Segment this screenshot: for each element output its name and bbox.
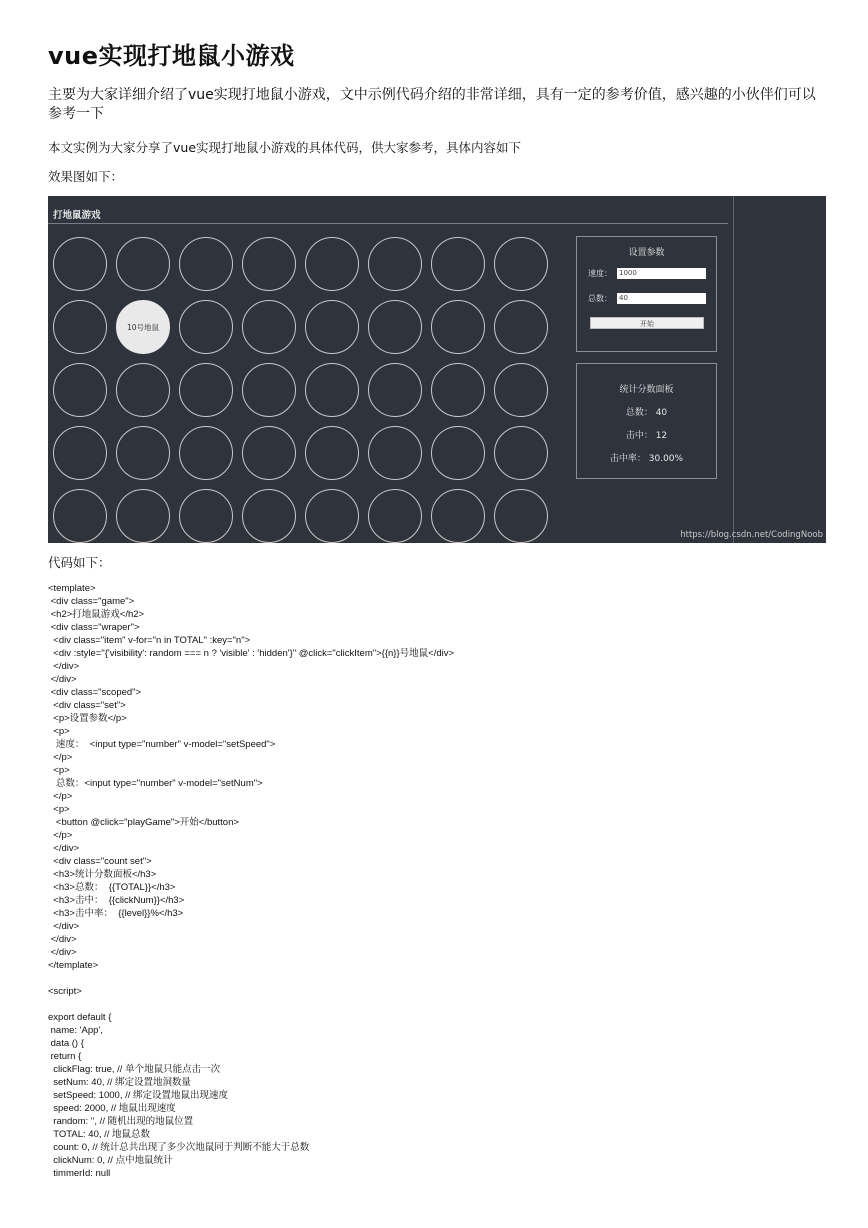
mole-hole[interactable] (116, 489, 170, 543)
mole-hole[interactable] (431, 426, 485, 480)
article-title: vue实现打地鼠小游戏 (48, 42, 295, 70)
code-line: </p> (48, 830, 73, 841)
mole-hole[interactable] (431, 300, 485, 354)
code-line: </div> (48, 674, 77, 685)
code-line: timmerId: null (48, 1168, 111, 1179)
settings-title: 设置参数 (628, 248, 665, 258)
mole-hole[interactable] (368, 426, 422, 480)
mole-hole[interactable] (305, 363, 359, 417)
score-panel (576, 363, 717, 479)
mole-hole[interactable] (53, 300, 107, 354)
settings-panel (576, 236, 717, 352)
mole-hole[interactable] (179, 489, 233, 543)
code-line: </p> (48, 791, 73, 802)
mole-hole[interactable] (116, 426, 170, 480)
active-mole[interactable]: 10号地鼠 (116, 300, 170, 354)
code-line: <div class="count set"> (48, 856, 152, 867)
speed-input[interactable]: 1000 (617, 268, 706, 279)
code-line: </div> (48, 661, 80, 672)
mole-hole[interactable] (116, 237, 170, 291)
num-row (588, 293, 616, 304)
code-line: </div> (48, 934, 77, 945)
mole-hole[interactable] (53, 489, 107, 543)
code-line: data () { (48, 1038, 84, 1049)
code-line: <div class="item" v-for="n in TOTAL" :key="n"> (48, 635, 251, 646)
total-count: 总数： 40 (625, 408, 668, 418)
game-title: 打地鼠游戏 (53, 210, 101, 221)
code-line: export default { (48, 1012, 112, 1023)
code-line: name: 'App', (48, 1025, 103, 1036)
vertical-divider (733, 196, 734, 543)
mole-hole[interactable] (53, 426, 107, 480)
code-line: random: '', // 随机出现的地鼠位置 (48, 1116, 194, 1127)
code-block (48, 582, 454, 1180)
mole-hole[interactable] (305, 237, 359, 291)
code-line: <template> (48, 583, 96, 594)
mole-hole[interactable] (494, 426, 548, 480)
mole-hole[interactable] (431, 489, 485, 543)
code-line: 速度： <input type="number" v-model="setSpeed"> (48, 739, 276, 750)
code-line: <h3>总数： {{TOTAL}}</h3> (48, 882, 176, 893)
mole-hole[interactable] (242, 300, 296, 354)
code-line: <script> (48, 986, 82, 997)
code-line: <div class="wraper"> (48, 622, 140, 633)
mole-hole[interactable] (179, 300, 233, 354)
code-line: <h3>统计分数面板</h3> (48, 869, 157, 880)
score-panel-title: 统计分数面板 (619, 385, 674, 395)
code-line: setSpeed: 1000, // 绑定设置地鼠出现速度 (48, 1090, 229, 1101)
speed-label: 速度： (588, 269, 612, 278)
speed-row (588, 268, 616, 279)
code-label: 代码如下： (48, 555, 111, 570)
mole-hole[interactable] (368, 489, 422, 543)
code-line: <div class="scoped"> (48, 687, 142, 698)
mole-hole[interactable] (368, 300, 422, 354)
mole-hole[interactable] (116, 363, 170, 417)
code-line: 总数：<input type="number" v-model="setNum"> (48, 778, 263, 789)
code-line: </div> (48, 921, 80, 932)
code-line: count: 0, // 统计总共出现了多少次地鼠同于判断不能大于总数 (48, 1142, 310, 1153)
mole-hole[interactable] (494, 489, 548, 543)
mole-hole[interactable] (305, 300, 359, 354)
watermark: https://blog.csdn.net/CodingNoob (680, 530, 823, 540)
article-summary: 主要为大家详细介绍了vue实现打地鼠小游戏，文中示例代码介绍的非常详细，具有一定的参考价值，感兴趣的小伙伴们可以参考一下 (48, 87, 816, 122)
code-line: <p> (48, 765, 70, 776)
code-line: <h3>击中： {{clickNum}}</h3> (48, 895, 185, 906)
code-line: <div :style="{'visibility': random === n ? 'visible' : 'hidden'}" @click="clickItem">{{n}}号地鼠</div> (48, 648, 455, 659)
mole-hole[interactable] (242, 237, 296, 291)
effect-label: 效果图如下： (48, 169, 124, 184)
mole-hole[interactable] (431, 237, 485, 291)
mole-hole[interactable] (179, 363, 233, 417)
code-line: </div> (48, 843, 80, 854)
mole-hole[interactable] (242, 363, 296, 417)
mole-hole[interactable] (368, 237, 422, 291)
code-line: <p> (48, 726, 70, 737)
code-line: </p> (48, 752, 73, 763)
article-intro: 本文实例为大家分享了vue实现打地鼠小游戏的具体代码，供大家参考，具体内容如下 (48, 140, 522, 155)
code-line: <h3>击中率： {{level}}%</h3> (48, 908, 184, 919)
mole-hole[interactable] (179, 426, 233, 480)
title-divider (48, 223, 728, 224)
code-line: clickNum: 0, // 点中地鼠统计 (48, 1155, 173, 1166)
code-line: clickFlag: true, // 单个地鼠只能点击一次 (48, 1064, 221, 1075)
code-line: <p>设置参数</p> (48, 713, 127, 724)
mole-hole[interactable] (242, 426, 296, 480)
mole-hole[interactable] (242, 489, 296, 543)
num-input[interactable]: 40 (617, 293, 706, 304)
mole-hole[interactable] (305, 426, 359, 480)
mole-hole[interactable] (494, 363, 548, 417)
code-line: return { (48, 1051, 82, 1062)
mole-hole[interactable] (494, 237, 548, 291)
code-line: <button @click="playGame">开始</button> (48, 817, 239, 828)
mole-hole[interactable] (305, 489, 359, 543)
hit-count: 击中： 12 (625, 431, 668, 441)
code-line: </template> (48, 960, 99, 971)
start-button[interactable]: 开始 (590, 317, 704, 329)
mole-hole[interactable] (179, 237, 233, 291)
code-line: <p> (48, 804, 70, 815)
code-line: <div class="game"> (48, 596, 135, 607)
num-label: 总数： (588, 294, 612, 303)
game-screenshot (48, 196, 826, 543)
mole-hole[interactable] (53, 237, 107, 291)
mole-hole[interactable] (368, 363, 422, 417)
mole-hole[interactable] (53, 363, 107, 417)
mole-hole[interactable] (431, 363, 485, 417)
code-line: TOTAL: 40, // 地鼠总数 (48, 1129, 151, 1140)
hit-rate: 击中率： 30.00% (609, 454, 684, 464)
code-line: <div class="set"> (48, 700, 126, 711)
code-line: speed: 2000, // 地鼠出现速度 (48, 1103, 176, 1114)
mole-hole[interactable] (494, 300, 548, 354)
code-line: setNum: 40, // 绑定设置地洞数量 (48, 1077, 192, 1088)
code-line: <h2>打地鼠游戏</h2> (48, 609, 145, 620)
code-line: </div> (48, 947, 77, 958)
